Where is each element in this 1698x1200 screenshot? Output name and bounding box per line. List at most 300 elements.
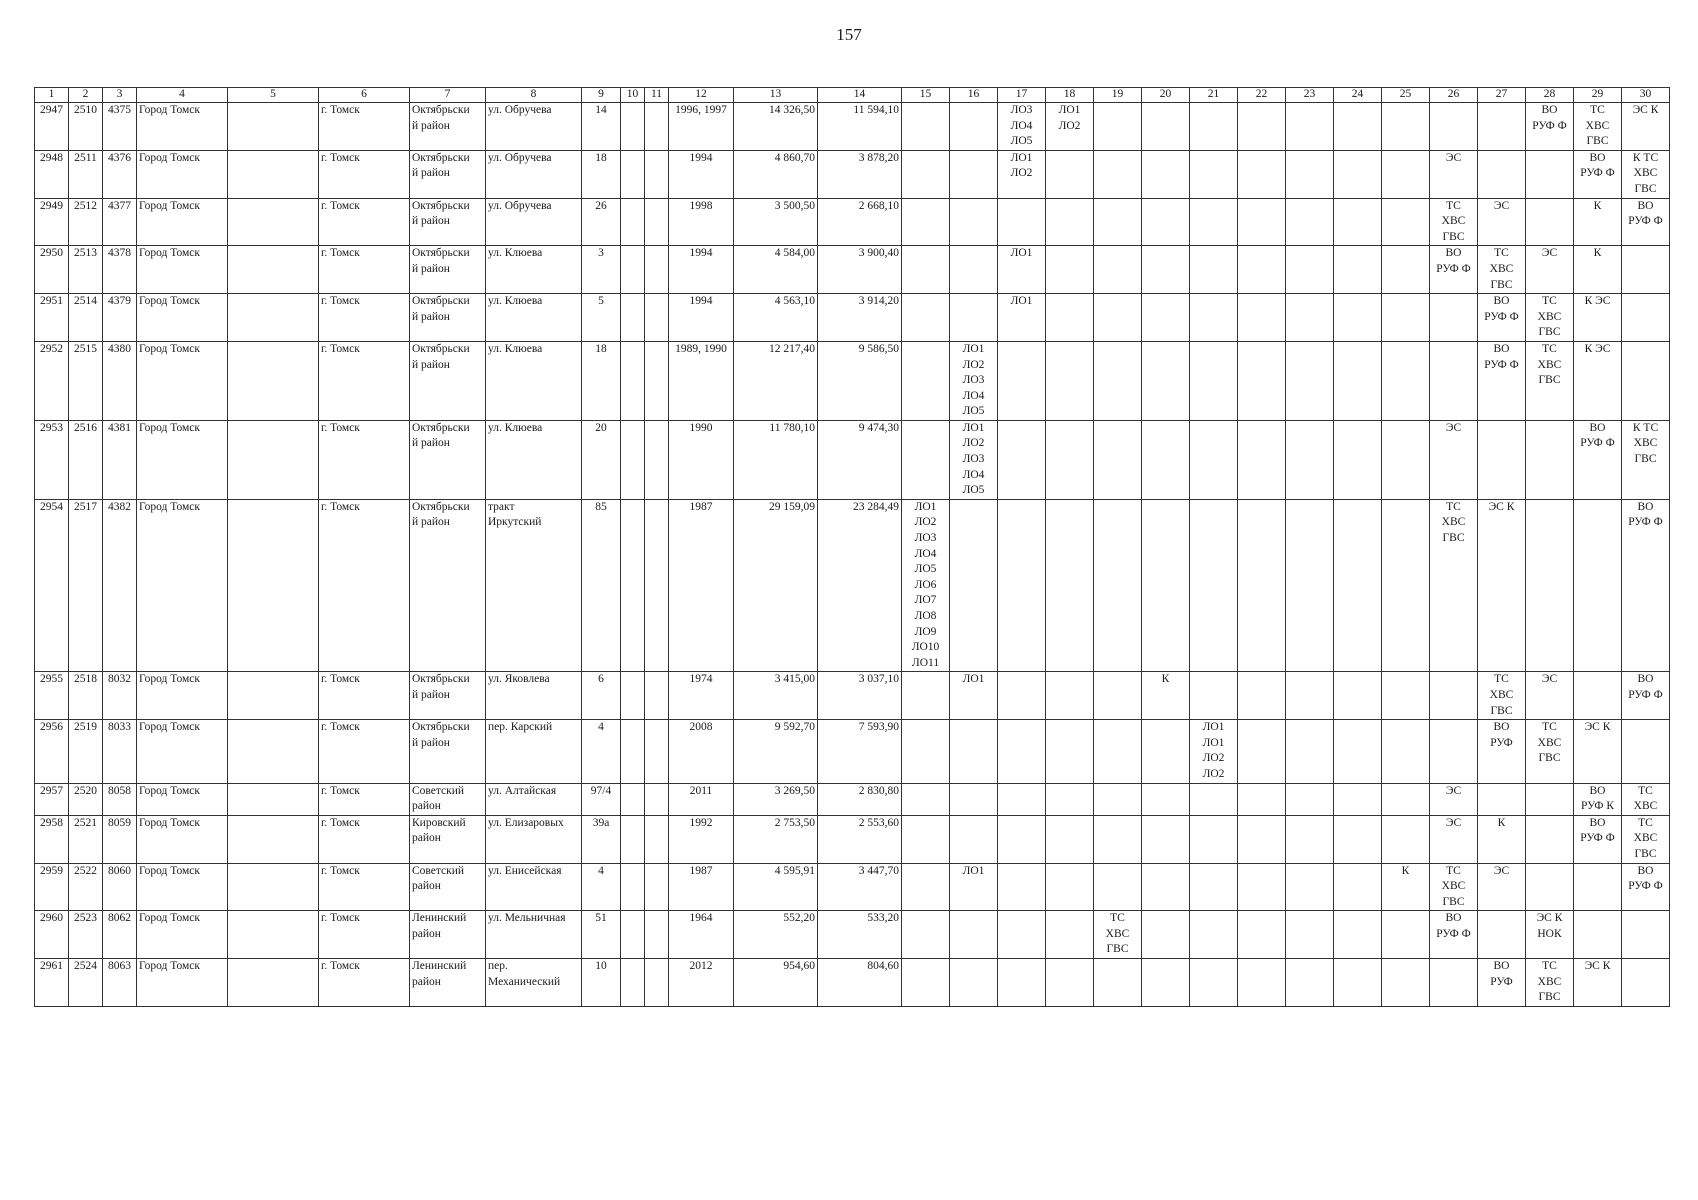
cell-col-21	[1190, 150, 1238, 198]
cell-col-17	[998, 863, 1046, 911]
cell-col-30: ВО РУФ Ф	[1622, 672, 1670, 720]
cell-col-29: К ЭС	[1574, 294, 1622, 342]
cell-col-25	[1382, 150, 1430, 198]
cell-col-12: 2011	[669, 783, 734, 815]
cell-col-23	[1286, 863, 1334, 911]
cell-col-21	[1190, 294, 1238, 342]
cell-col-8: пер. Механический	[486, 959, 582, 1007]
cell-col-16: ЛО1 ЛО2 ЛО3 ЛО4 ЛО5	[950, 420, 998, 499]
column-number-header: 16	[950, 88, 998, 103]
column-number-header: 28	[1526, 88, 1574, 103]
cell-col-10	[621, 420, 645, 499]
cell-col-10	[621, 341, 645, 420]
cell-col-25	[1382, 911, 1430, 959]
cell-col-6: г. Томск	[319, 911, 410, 959]
cell-col-5	[228, 863, 319, 911]
cell-col-11	[645, 103, 669, 151]
cell-col-12: 1974	[669, 672, 734, 720]
cell-col-3: 4376	[103, 150, 137, 198]
column-number-header: 8	[486, 88, 582, 103]
cell-col-12: 2008	[669, 720, 734, 783]
cell-col-14: 11 594,10	[818, 103, 902, 151]
cell-col-9: 6	[582, 672, 621, 720]
column-number-header: 9	[582, 88, 621, 103]
cell-col-17	[998, 815, 1046, 863]
column-number-header: 1	[35, 88, 69, 103]
column-number-header: 24	[1334, 88, 1382, 103]
cell-col-20	[1142, 103, 1190, 151]
cell-col-4: Город Томск	[137, 863, 228, 911]
cell-col-22	[1238, 420, 1286, 499]
column-number-header: 29	[1574, 88, 1622, 103]
cell-col-21	[1190, 341, 1238, 420]
cell-col-3: 8063	[103, 959, 137, 1007]
cell-col-23	[1286, 246, 1334, 294]
cell-col-27: ВО РУФ	[1478, 720, 1526, 783]
cell-col-20	[1142, 420, 1190, 499]
cell-col-25	[1382, 103, 1430, 151]
cell-col-25	[1382, 294, 1430, 342]
cell-col-27: ВО РУФ Ф	[1478, 294, 1526, 342]
cell-col-26: ВО РУФ Ф	[1430, 246, 1478, 294]
table-row	[35, 911, 1670, 959]
cell-col-17	[998, 959, 1046, 1007]
cell-col-14: 2 830,80	[818, 783, 902, 815]
cell-col-10	[621, 959, 645, 1007]
table-row	[35, 499, 1670, 672]
cell-col-9: 97/4	[582, 783, 621, 815]
cell-col-30: ЭС К	[1622, 103, 1670, 151]
cell-col-10	[621, 783, 645, 815]
cell-col-7: Советский район	[410, 783, 486, 815]
cell-col-3: 8059	[103, 815, 137, 863]
cell-col-30	[1622, 294, 1670, 342]
cell-col-25	[1382, 246, 1430, 294]
cell-col-1: 2959	[35, 863, 69, 911]
cell-col-29: ЭС К	[1574, 959, 1622, 1007]
cell-col-26: ВО РУФ Ф	[1430, 911, 1478, 959]
cell-col-22	[1238, 246, 1286, 294]
cell-col-19	[1094, 499, 1142, 672]
cell-col-7: Кировский район	[410, 815, 486, 863]
cell-col-9: 26	[582, 198, 621, 246]
cell-col-11	[645, 499, 669, 672]
cell-col-13: 4 584,00	[734, 246, 818, 294]
cell-col-8: ул. Енисейская	[486, 863, 582, 911]
cell-col-12: 1987	[669, 863, 734, 911]
cell-col-15	[902, 672, 950, 720]
cell-col-27: ВО РУФ Ф	[1478, 341, 1526, 420]
cell-col-26	[1430, 103, 1478, 151]
cell-col-7: Ленинский район	[410, 959, 486, 1007]
cell-col-5	[228, 911, 319, 959]
cell-col-29	[1574, 672, 1622, 720]
cell-col-30: К ТС ХВС ГВС	[1622, 150, 1670, 198]
cell-col-3: 4379	[103, 294, 137, 342]
cell-col-1: 2953	[35, 420, 69, 499]
cell-col-25	[1382, 420, 1430, 499]
cell-col-17	[998, 911, 1046, 959]
cell-col-21	[1190, 420, 1238, 499]
cell-col-14: 7 593,90	[818, 720, 902, 783]
cell-col-16	[950, 815, 998, 863]
cell-col-8: ул. Обручева	[486, 150, 582, 198]
cell-col-13: 3 269,50	[734, 783, 818, 815]
cell-col-6: г. Томск	[319, 246, 410, 294]
cell-col-5	[228, 815, 319, 863]
cell-col-29	[1574, 911, 1622, 959]
cell-col-11	[645, 959, 669, 1007]
cell-col-5	[228, 959, 319, 1007]
cell-col-18	[1046, 341, 1094, 420]
cell-col-15	[902, 815, 950, 863]
cell-col-13: 4 563,10	[734, 294, 818, 342]
column-number-header: 7	[410, 88, 486, 103]
cell-col-24	[1334, 783, 1382, 815]
cell-col-5	[228, 499, 319, 672]
cell-col-3: 8058	[103, 783, 137, 815]
cell-col-24	[1334, 198, 1382, 246]
cell-col-16	[950, 783, 998, 815]
cell-col-23	[1286, 420, 1334, 499]
column-number-header: 10	[621, 88, 645, 103]
cell-col-19	[1094, 294, 1142, 342]
cell-col-30: К ТС ХВС ГВС	[1622, 420, 1670, 499]
table-row	[35, 783, 1670, 815]
cell-col-29: ВО РУФ Ф	[1574, 420, 1622, 499]
cell-col-26: ЭС	[1430, 150, 1478, 198]
cell-col-19	[1094, 198, 1142, 246]
cell-col-29: ТС ХВС ГВС	[1574, 103, 1622, 151]
cell-col-27	[1478, 420, 1526, 499]
table-row	[35, 294, 1670, 342]
cell-col-24	[1334, 341, 1382, 420]
cell-col-29: К ЭС	[1574, 341, 1622, 420]
cell-col-20	[1142, 911, 1190, 959]
cell-col-30: ВО РУФ Ф	[1622, 499, 1670, 672]
cell-col-3: 8032	[103, 672, 137, 720]
cell-col-11	[645, 198, 669, 246]
table-row	[35, 959, 1670, 1007]
cell-col-14: 3 447,70	[818, 863, 902, 911]
cell-col-10	[621, 294, 645, 342]
cell-col-5	[228, 198, 319, 246]
cell-col-5	[228, 103, 319, 151]
cell-col-21	[1190, 672, 1238, 720]
cell-col-6: г. Томск	[319, 294, 410, 342]
cell-col-19	[1094, 341, 1142, 420]
cell-col-29: ВО РУФ Ф	[1574, 150, 1622, 198]
cell-col-8: ул. Мельничная	[486, 911, 582, 959]
cell-col-23	[1286, 150, 1334, 198]
cell-col-20	[1142, 783, 1190, 815]
cell-col-1: 2948	[35, 150, 69, 198]
cell-col-24	[1334, 720, 1382, 783]
column-number-header: 26	[1430, 88, 1478, 103]
cell-col-16: ЛО1	[950, 863, 998, 911]
cell-col-12: 2012	[669, 959, 734, 1007]
cell-col-3: 8060	[103, 863, 137, 911]
cell-col-18	[1046, 420, 1094, 499]
cell-col-19	[1094, 959, 1142, 1007]
column-number-header: 18	[1046, 88, 1094, 103]
cell-col-9: 20	[582, 420, 621, 499]
cell-col-16	[950, 246, 998, 294]
cell-col-10	[621, 815, 645, 863]
cell-col-15	[902, 420, 950, 499]
cell-col-24	[1334, 150, 1382, 198]
cell-col-5	[228, 672, 319, 720]
cell-col-2: 2522	[69, 863, 103, 911]
cell-col-20	[1142, 815, 1190, 863]
cell-col-3: 8033	[103, 720, 137, 783]
column-number-header: 13	[734, 88, 818, 103]
cell-col-2: 2516	[69, 420, 103, 499]
cell-col-17: ЛО1	[998, 246, 1046, 294]
cell-col-17	[998, 720, 1046, 783]
cell-col-20	[1142, 959, 1190, 1007]
cell-col-23	[1286, 198, 1334, 246]
cell-col-16	[950, 911, 998, 959]
cell-col-27	[1478, 103, 1526, 151]
cell-col-18	[1046, 672, 1094, 720]
cell-col-8: ул. Елизаровых	[486, 815, 582, 863]
cell-col-2: 2520	[69, 783, 103, 815]
housing-registry-table	[34, 87, 1670, 1007]
cell-col-27: ЭС К	[1478, 499, 1526, 672]
cell-col-1: 2952	[35, 341, 69, 420]
column-number-header: 25	[1382, 88, 1430, 103]
cell-col-21	[1190, 863, 1238, 911]
cell-col-23	[1286, 103, 1334, 151]
cell-col-12: 1994	[669, 294, 734, 342]
cell-col-20	[1142, 150, 1190, 198]
cell-col-9: 10	[582, 959, 621, 1007]
table-row	[35, 420, 1670, 499]
cell-col-12: 1996, 1997	[669, 103, 734, 151]
cell-col-22	[1238, 815, 1286, 863]
cell-col-1: 2960	[35, 911, 69, 959]
cell-col-8: ул. Клюева	[486, 246, 582, 294]
column-number-header: 12	[669, 88, 734, 103]
cell-col-26: ЭС	[1430, 783, 1478, 815]
cell-col-15	[902, 783, 950, 815]
cell-col-30: ТС ХВС	[1622, 783, 1670, 815]
cell-col-3: 4377	[103, 198, 137, 246]
cell-col-1: 2949	[35, 198, 69, 246]
column-number-header: 11	[645, 88, 669, 103]
cell-col-23	[1286, 499, 1334, 672]
cell-col-16	[950, 103, 998, 151]
cell-col-23	[1286, 783, 1334, 815]
cell-col-12: 1998	[669, 198, 734, 246]
cell-col-9: 18	[582, 150, 621, 198]
cell-col-4: Город Томск	[137, 246, 228, 294]
cell-col-27: ЭС	[1478, 863, 1526, 911]
table-row	[35, 863, 1670, 911]
cell-col-9: 51	[582, 911, 621, 959]
cell-col-13: 9 592,70	[734, 720, 818, 783]
cell-col-23	[1286, 911, 1334, 959]
cell-col-1: 2947	[35, 103, 69, 151]
cell-col-6: г. Томск	[319, 499, 410, 672]
cell-col-5	[228, 420, 319, 499]
table-row	[35, 341, 1670, 420]
cell-col-17: ЛО3 ЛО4 ЛО5	[998, 103, 1046, 151]
cell-col-18	[1046, 294, 1094, 342]
cell-col-20	[1142, 720, 1190, 783]
cell-col-22	[1238, 294, 1286, 342]
cell-col-14: 3 914,20	[818, 294, 902, 342]
cell-col-19	[1094, 720, 1142, 783]
cell-col-14: 23 284,49	[818, 499, 902, 672]
cell-col-6: г. Томск	[319, 959, 410, 1007]
cell-col-6: г. Томск	[319, 783, 410, 815]
cell-col-28	[1526, 420, 1574, 499]
cell-col-9: 4	[582, 863, 621, 911]
cell-col-4: Город Томск	[137, 198, 228, 246]
column-number-header: 17	[998, 88, 1046, 103]
cell-col-8: ул. Обручева	[486, 103, 582, 151]
cell-col-3: 4382	[103, 499, 137, 672]
cell-col-19	[1094, 672, 1142, 720]
cell-col-13: 14 326,50	[734, 103, 818, 151]
cell-col-1: 2950	[35, 246, 69, 294]
cell-col-6: г. Томск	[319, 863, 410, 911]
cell-col-11	[645, 672, 669, 720]
cell-col-1: 2956	[35, 720, 69, 783]
cell-col-7: Октябрьски й район	[410, 499, 486, 672]
cell-col-5	[228, 246, 319, 294]
cell-col-14: 2 668,10	[818, 198, 902, 246]
cell-col-24	[1334, 246, 1382, 294]
cell-col-11	[645, 294, 669, 342]
cell-col-26	[1430, 672, 1478, 720]
cell-col-13: 29 159,09	[734, 499, 818, 672]
cell-col-21	[1190, 499, 1238, 672]
cell-col-18	[1046, 720, 1094, 783]
cell-col-3: 4380	[103, 341, 137, 420]
page-number: 157	[836, 25, 862, 44]
cell-col-12: 1992	[669, 815, 734, 863]
cell-col-15	[902, 863, 950, 911]
cell-col-24	[1334, 103, 1382, 151]
column-number-header: 6	[319, 88, 410, 103]
cell-col-27: ЭС	[1478, 198, 1526, 246]
cell-col-7: Октябрьски й район	[410, 672, 486, 720]
cell-col-30: ТС ХВС ГВС	[1622, 815, 1670, 863]
cell-col-1: 2951	[35, 294, 69, 342]
table-row	[35, 672, 1670, 720]
cell-col-16	[950, 720, 998, 783]
cell-col-8: пер. Карский	[486, 720, 582, 783]
cell-col-15	[902, 720, 950, 783]
cell-col-1: 2954	[35, 499, 69, 672]
cell-col-4: Город Томск	[137, 959, 228, 1007]
column-number-header: 22	[1238, 88, 1286, 103]
cell-col-20	[1142, 198, 1190, 246]
cell-col-10	[621, 863, 645, 911]
cell-col-16: ЛО1	[950, 672, 998, 720]
cell-col-12: 1964	[669, 911, 734, 959]
cell-col-17	[998, 198, 1046, 246]
cell-col-26: ТС ХВС ГВС	[1430, 198, 1478, 246]
cell-col-27: ВО РУФ	[1478, 959, 1526, 1007]
cell-col-20	[1142, 341, 1190, 420]
cell-col-18	[1046, 815, 1094, 863]
cell-col-30: ВО РУФ Ф	[1622, 198, 1670, 246]
cell-col-22	[1238, 863, 1286, 911]
cell-col-6: г. Томск	[319, 198, 410, 246]
cell-col-20	[1142, 863, 1190, 911]
cell-col-7: Октябрьски й район	[410, 294, 486, 342]
cell-col-6: г. Томск	[319, 672, 410, 720]
cell-col-12: 1994	[669, 246, 734, 294]
cell-col-11	[645, 911, 669, 959]
cell-col-2: 2515	[69, 341, 103, 420]
cell-col-7: Октябрьски й район	[410, 246, 486, 294]
cell-col-12: 1987	[669, 499, 734, 672]
table-row	[35, 103, 1670, 151]
cell-col-19: ТС ХВС ГВС	[1094, 911, 1142, 959]
cell-col-20: К	[1142, 672, 1190, 720]
cell-col-8: ул. Клюева	[486, 341, 582, 420]
cell-col-9: 14	[582, 103, 621, 151]
cell-col-20	[1142, 499, 1190, 672]
cell-col-4: Город Томск	[137, 499, 228, 672]
cell-col-1: 2961	[35, 959, 69, 1007]
cell-col-4: Город Томск	[137, 720, 228, 783]
cell-col-6: г. Томск	[319, 720, 410, 783]
cell-col-22	[1238, 103, 1286, 151]
column-number-header: 15	[902, 88, 950, 103]
cell-col-15	[902, 959, 950, 1007]
cell-col-20	[1142, 246, 1190, 294]
cell-col-30	[1622, 341, 1670, 420]
cell-col-21	[1190, 911, 1238, 959]
cell-col-4: Город Томск	[137, 294, 228, 342]
cell-col-7: Октябрьски й район	[410, 420, 486, 499]
cell-col-7: Октябрьски й район	[410, 198, 486, 246]
cell-col-21	[1190, 783, 1238, 815]
cell-col-6: г. Томск	[319, 150, 410, 198]
cell-col-22	[1238, 720, 1286, 783]
cell-col-14: 3 878,20	[818, 150, 902, 198]
cell-col-18	[1046, 499, 1094, 672]
column-number-header: 5	[228, 88, 319, 103]
cell-col-9: 5	[582, 294, 621, 342]
cell-col-6: г. Томск	[319, 103, 410, 151]
cell-col-17	[998, 420, 1046, 499]
cell-col-30	[1622, 246, 1670, 294]
cell-col-4: Город Томск	[137, 150, 228, 198]
cell-col-19	[1094, 863, 1142, 911]
cell-col-10	[621, 499, 645, 672]
cell-col-2: 2524	[69, 959, 103, 1007]
cell-col-24	[1334, 863, 1382, 911]
cell-col-28	[1526, 815, 1574, 863]
cell-col-10	[621, 150, 645, 198]
cell-col-7: Октябрьски й район	[410, 720, 486, 783]
cell-col-2: 2512	[69, 198, 103, 246]
cell-col-28: ВО РУФ Ф	[1526, 103, 1574, 151]
cell-col-24	[1334, 959, 1382, 1007]
cell-col-8: тракт Иркутский	[486, 499, 582, 672]
cell-col-25	[1382, 341, 1430, 420]
cell-col-28: ЭС	[1526, 672, 1574, 720]
cell-col-25	[1382, 959, 1430, 1007]
cell-col-19	[1094, 103, 1142, 151]
